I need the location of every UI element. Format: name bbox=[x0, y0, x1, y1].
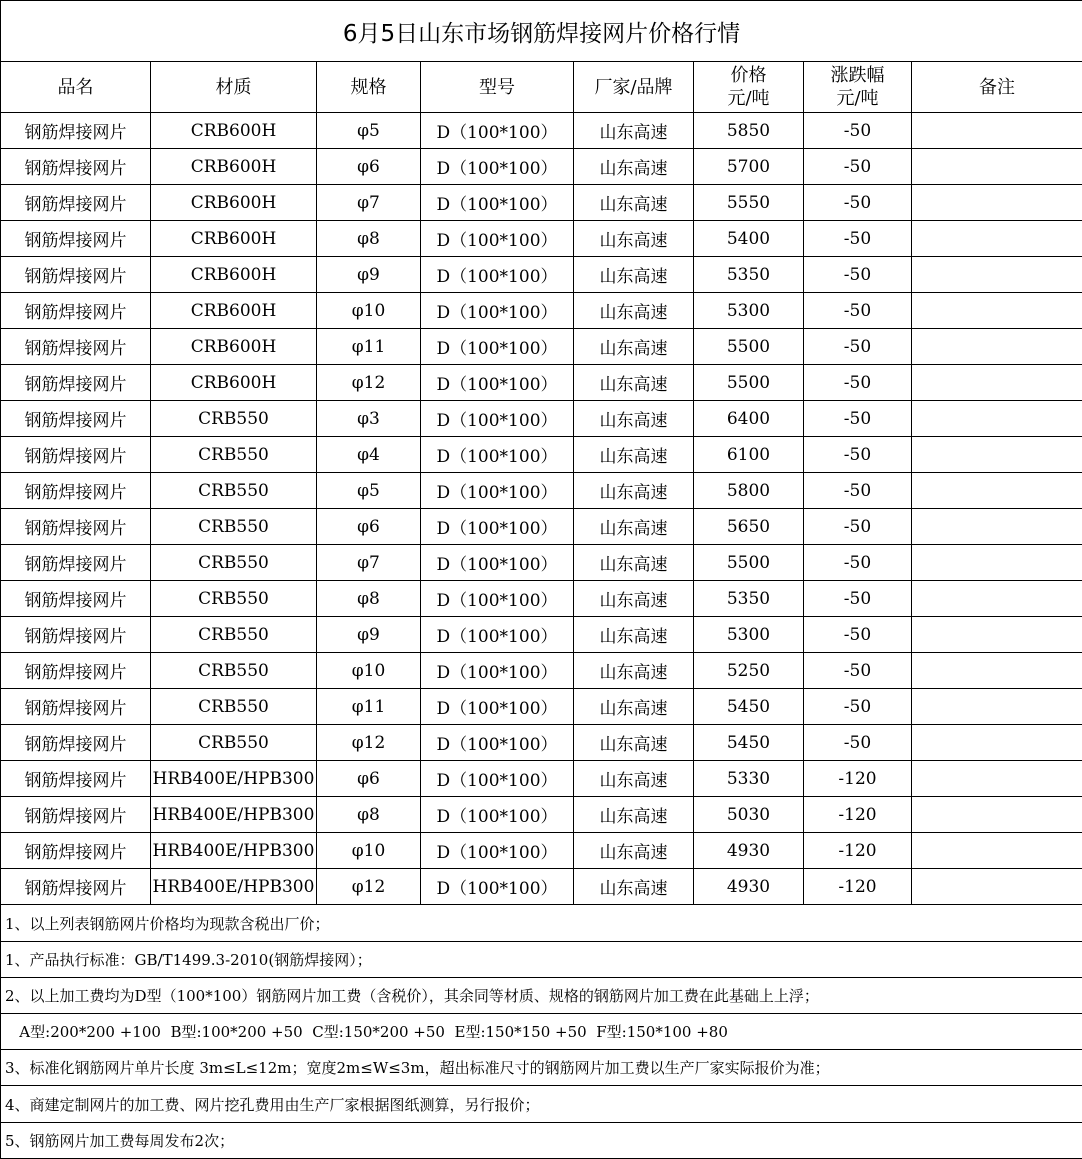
cell-material: CRB550 bbox=[151, 509, 317, 545]
header-price bbox=[694, 62, 804, 113]
cell-model: D（100*100） bbox=[421, 257, 574, 293]
header-change-line2: 元/吨 bbox=[836, 88, 878, 109]
cell-name: 钢筋焊接网片 bbox=[1, 509, 151, 545]
cell-change: -120 bbox=[804, 797, 912, 833]
cell-change: -50 bbox=[804, 617, 912, 653]
cell-name: 钢筋焊接网片 bbox=[1, 545, 151, 581]
cell-model: D（100*100） bbox=[421, 509, 574, 545]
cell-material: CRB600H bbox=[151, 113, 317, 149]
cell-price: 5450 bbox=[694, 725, 804, 761]
cell-name: 钢筋焊接网片 bbox=[1, 329, 151, 365]
cell-change: -120 bbox=[804, 761, 912, 797]
cell-remark bbox=[912, 833, 1082, 869]
cell-model: D（100*100） bbox=[421, 545, 574, 581]
cell-name: 钢筋焊接网片 bbox=[1, 725, 151, 761]
table-row bbox=[1, 653, 1082, 689]
cell-name: 钢筋焊接网片 bbox=[1, 761, 151, 797]
cell-spec: φ6 bbox=[317, 149, 421, 185]
cell-material: CRB550 bbox=[151, 401, 317, 437]
header-change-line1: 涨跌幅 bbox=[831, 65, 885, 86]
note-text: A型:200*200 +100 B型:100*200 +50 C型:150*200 +50 E型:150*150 +50 F型:150*100 +80 bbox=[1, 1014, 1082, 1050]
cell-price: 5330 bbox=[694, 761, 804, 797]
cell-spec: φ12 bbox=[317, 869, 421, 905]
cell-material: CRB550 bbox=[151, 617, 317, 653]
cell-name: 钢筋焊接网片 bbox=[1, 293, 151, 329]
cell-maker: 山东高速 bbox=[574, 329, 694, 365]
note-row bbox=[1, 1123, 1082, 1159]
cell-spec: φ10 bbox=[317, 293, 421, 329]
table-row bbox=[1, 833, 1082, 869]
cell-name: 钢筋焊接网片 bbox=[1, 473, 151, 509]
cell-remark bbox=[912, 869, 1082, 905]
cell-spec: φ7 bbox=[317, 545, 421, 581]
cell-price: 5400 bbox=[694, 221, 804, 257]
cell-name: 钢筋焊接网片 bbox=[1, 617, 151, 653]
cell-maker: 山东高速 bbox=[574, 797, 694, 833]
note-row bbox=[1, 1086, 1082, 1123]
table-row bbox=[1, 113, 1082, 149]
cell-change: -50 bbox=[804, 545, 912, 581]
cell-model: D（100*100） bbox=[421, 113, 574, 149]
cell-material: CRB550 bbox=[151, 653, 317, 689]
cell-remark bbox=[912, 581, 1082, 617]
cell-price: 5500 bbox=[694, 365, 804, 401]
cell-remark bbox=[912, 401, 1082, 437]
cell-change: -50 bbox=[804, 221, 912, 257]
cell-maker: 山东高速 bbox=[574, 473, 694, 509]
cell-remark bbox=[912, 797, 1082, 833]
cell-maker: 山东高速 bbox=[574, 365, 694, 401]
table-row bbox=[1, 473, 1082, 509]
cell-change: -50 bbox=[804, 653, 912, 689]
cell-remark bbox=[912, 149, 1082, 185]
cell-model: D（100*100） bbox=[421, 833, 574, 869]
cell-maker: 山东高速 bbox=[574, 509, 694, 545]
cell-spec: φ11 bbox=[317, 329, 421, 365]
cell-name: 钢筋焊接网片 bbox=[1, 833, 151, 869]
cell-maker: 山东高速 bbox=[574, 257, 694, 293]
cell-price: 5300 bbox=[694, 293, 804, 329]
cell-change: -50 bbox=[804, 113, 912, 149]
cell-maker: 山东高速 bbox=[574, 761, 694, 797]
cell-change: -50 bbox=[804, 365, 912, 401]
cell-model: D（100*100） bbox=[421, 869, 574, 905]
table-row bbox=[1, 761, 1082, 797]
cell-maker: 山东高速 bbox=[574, 185, 694, 221]
cell-remark bbox=[912, 545, 1082, 581]
cell-spec: φ10 bbox=[317, 833, 421, 869]
table-row bbox=[1, 581, 1082, 617]
cell-maker: 山东高速 bbox=[574, 437, 694, 473]
cell-price: 6400 bbox=[694, 401, 804, 437]
cell-change: -50 bbox=[804, 473, 912, 509]
cell-price: 5250 bbox=[694, 653, 804, 689]
header-model: 型号 bbox=[421, 62, 574, 113]
cell-price: 5550 bbox=[694, 185, 804, 221]
header-row bbox=[1, 62, 1082, 113]
header-material: 材质 bbox=[151, 62, 317, 113]
cell-spec: φ11 bbox=[317, 689, 421, 725]
cell-price: 5500 bbox=[694, 545, 804, 581]
cell-spec: φ10 bbox=[317, 653, 421, 689]
cell-change: -50 bbox=[804, 149, 912, 185]
cell-maker: 山东高速 bbox=[574, 653, 694, 689]
cell-model: D（100*100） bbox=[421, 761, 574, 797]
table-row bbox=[1, 545, 1082, 581]
table-row bbox=[1, 509, 1082, 545]
header-maker: 厂家/品牌 bbox=[574, 62, 694, 113]
cell-remark bbox=[912, 185, 1082, 221]
table-row bbox=[1, 329, 1082, 365]
cell-material: HRB400E/HPB300 bbox=[151, 833, 317, 869]
cell-remark bbox=[912, 221, 1082, 257]
cell-maker: 山东高速 bbox=[574, 293, 694, 329]
table-row bbox=[1, 869, 1082, 905]
cell-model: D（100*100） bbox=[421, 437, 574, 473]
cell-price: 5650 bbox=[694, 509, 804, 545]
cell-remark bbox=[912, 689, 1082, 725]
cell-spec: φ6 bbox=[317, 509, 421, 545]
cell-spec: φ8 bbox=[317, 797, 421, 833]
table-row bbox=[1, 221, 1082, 257]
cell-material: CRB550 bbox=[151, 545, 317, 581]
note-row bbox=[1, 1014, 1082, 1050]
cell-model: D（100*100） bbox=[421, 797, 574, 833]
cell-change: -50 bbox=[804, 581, 912, 617]
cell-change: -120 bbox=[804, 833, 912, 869]
cell-change: -50 bbox=[804, 185, 912, 221]
note-text: 3、标准化钢筋网片单片长度 3m≤L≤12m；宽度2m≤W≤3m，超出标准尺寸的钢筋网片加工费以生产厂家实际报价为准； bbox=[1, 1050, 1082, 1086]
cell-maker: 山东高速 bbox=[574, 833, 694, 869]
cell-name: 钢筋焊接网片 bbox=[1, 257, 151, 293]
cell-price: 5500 bbox=[694, 329, 804, 365]
cell-model: D（100*100） bbox=[421, 581, 574, 617]
cell-name: 钢筋焊接网片 bbox=[1, 689, 151, 725]
cell-maker: 山东高速 bbox=[574, 689, 694, 725]
cell-price: 4930 bbox=[694, 833, 804, 869]
cell-model: D（100*100） bbox=[421, 293, 574, 329]
note-row bbox=[1, 905, 1082, 942]
cell-name: 钢筋焊接网片 bbox=[1, 581, 151, 617]
cell-price: 5350 bbox=[694, 257, 804, 293]
cell-price: 4930 bbox=[694, 869, 804, 905]
cell-remark bbox=[912, 653, 1082, 689]
cell-model: D（100*100） bbox=[421, 689, 574, 725]
table-row bbox=[1, 437, 1082, 473]
cell-remark bbox=[912, 257, 1082, 293]
page-title: 6月5日山东市场钢筋焊接网片价格行情 bbox=[1, 1, 1082, 62]
header-price-line1: 价格 bbox=[731, 65, 767, 86]
table-row bbox=[1, 797, 1082, 833]
note-text: 4、商建定制网片的加工费、网片挖孔费用由生产厂家根据图纸测算，另行报价； bbox=[1, 1086, 1082, 1123]
cell-name: 钢筋焊接网片 bbox=[1, 437, 151, 473]
cell-change: -50 bbox=[804, 257, 912, 293]
cell-change: -50 bbox=[804, 401, 912, 437]
cell-spec: φ9 bbox=[317, 617, 421, 653]
cell-spec: φ8 bbox=[317, 581, 421, 617]
table-row bbox=[1, 149, 1082, 185]
cell-remark bbox=[912, 293, 1082, 329]
note-text: 2、以上加工费均为D型（100*100）钢筋网片加工费（含税价），其余同等材质、规格的钢筋网片加工费在此基础上上浮； bbox=[1, 978, 1082, 1014]
cell-name: 钢筋焊接网片 bbox=[1, 149, 151, 185]
cell-model: D（100*100） bbox=[421, 329, 574, 365]
cell-model: D（100*100） bbox=[421, 365, 574, 401]
table-row bbox=[1, 689, 1082, 725]
cell-maker: 山东高速 bbox=[574, 149, 694, 185]
cell-spec: φ12 bbox=[317, 725, 421, 761]
cell-price: 6100 bbox=[694, 437, 804, 473]
cell-maker: 山东高速 bbox=[574, 401, 694, 437]
cell-model: D（100*100） bbox=[421, 653, 574, 689]
header-spec: 规格 bbox=[317, 62, 421, 113]
cell-remark bbox=[912, 113, 1082, 149]
cell-spec: φ5 bbox=[317, 473, 421, 509]
cell-name: 钢筋焊接网片 bbox=[1, 185, 151, 221]
cell-remark bbox=[912, 365, 1082, 401]
cell-name: 钢筋焊接网片 bbox=[1, 401, 151, 437]
cell-material: CRB600H bbox=[151, 149, 317, 185]
cell-material: HRB400E/HPB300 bbox=[151, 761, 317, 797]
cell-model: D（100*100） bbox=[421, 185, 574, 221]
note-text: 1、以上列表钢筋网片价格均为现款含税出厂价； bbox=[1, 905, 1082, 942]
cell-material: CRB550 bbox=[151, 437, 317, 473]
cell-remark bbox=[912, 725, 1082, 761]
table-row bbox=[1, 293, 1082, 329]
table-row bbox=[1, 365, 1082, 401]
cell-material: CRB600H bbox=[151, 185, 317, 221]
cell-remark bbox=[912, 761, 1082, 797]
cell-maker: 山东高速 bbox=[574, 221, 694, 257]
cell-price: 5800 bbox=[694, 473, 804, 509]
note-text: 1、产品执行标准：GB/T1499.3-2010(钢筋焊接网）； bbox=[1, 942, 1082, 978]
cell-name: 钢筋焊接网片 bbox=[1, 365, 151, 401]
cell-change: -50 bbox=[804, 293, 912, 329]
cell-spec: φ4 bbox=[317, 437, 421, 473]
cell-material: CRB550 bbox=[151, 725, 317, 761]
cell-price: 5030 bbox=[694, 797, 804, 833]
cell-price: 5300 bbox=[694, 617, 804, 653]
cell-change: -50 bbox=[804, 329, 912, 365]
cell-price: 5350 bbox=[694, 581, 804, 617]
note-row bbox=[1, 978, 1082, 1014]
cell-model: D（100*100） bbox=[421, 221, 574, 257]
cell-spec: φ12 bbox=[317, 365, 421, 401]
cell-name: 钢筋焊接网片 bbox=[1, 113, 151, 149]
cell-remark bbox=[912, 617, 1082, 653]
table-row bbox=[1, 617, 1082, 653]
note-text: 5、钢筋网片加工费每周发布2次； bbox=[1, 1123, 1082, 1159]
cell-change: -50 bbox=[804, 509, 912, 545]
cell-model: D（100*100） bbox=[421, 725, 574, 761]
cell-change: -50 bbox=[804, 689, 912, 725]
cell-spec: φ8 bbox=[317, 221, 421, 257]
cell-material: CRB600H bbox=[151, 365, 317, 401]
cell-name: 钢筋焊接网片 bbox=[1, 653, 151, 689]
cell-spec: φ3 bbox=[317, 401, 421, 437]
cell-change: -50 bbox=[804, 725, 912, 761]
cell-material: CRB550 bbox=[151, 581, 317, 617]
cell-name: 钢筋焊接网片 bbox=[1, 797, 151, 833]
cell-material: CRB550 bbox=[151, 689, 317, 725]
cell-spec: φ7 bbox=[317, 185, 421, 221]
table-row bbox=[1, 725, 1082, 761]
cell-name: 钢筋焊接网片 bbox=[1, 221, 151, 257]
note-row bbox=[1, 942, 1082, 978]
table-row bbox=[1, 257, 1082, 293]
cell-model: D（100*100） bbox=[421, 149, 574, 185]
cell-maker: 山东高速 bbox=[574, 725, 694, 761]
header-remark: 备注 bbox=[912, 62, 1082, 113]
cell-price: 5450 bbox=[694, 689, 804, 725]
cell-material: HRB400E/HPB300 bbox=[151, 797, 317, 833]
cell-spec: φ5 bbox=[317, 113, 421, 149]
cell-maker: 山东高速 bbox=[574, 617, 694, 653]
cell-material: CRB600H bbox=[151, 329, 317, 365]
header-price-line2: 元/吨 bbox=[727, 88, 769, 109]
cell-material: CRB600H bbox=[151, 221, 317, 257]
cell-maker: 山东高速 bbox=[574, 581, 694, 617]
table-row bbox=[1, 401, 1082, 437]
cell-material: CRB600H bbox=[151, 293, 317, 329]
cell-remark bbox=[912, 437, 1082, 473]
cell-change: -50 bbox=[804, 437, 912, 473]
header-name: 品名 bbox=[1, 62, 151, 113]
cell-model: D（100*100） bbox=[421, 617, 574, 653]
cell-maker: 山东高速 bbox=[574, 113, 694, 149]
cell-material: CRB600H bbox=[151, 257, 317, 293]
cell-maker: 山东高速 bbox=[574, 869, 694, 905]
cell-spec: φ6 bbox=[317, 761, 421, 797]
header-change bbox=[804, 62, 912, 113]
cell-model: D（100*100） bbox=[421, 473, 574, 509]
cell-price: 5700 bbox=[694, 149, 804, 185]
cell-model: D（100*100） bbox=[421, 401, 574, 437]
cell-change: -120 bbox=[804, 869, 912, 905]
cell-price: 5850 bbox=[694, 113, 804, 149]
cell-maker: 山东高速 bbox=[574, 545, 694, 581]
cell-name: 钢筋焊接网片 bbox=[1, 869, 151, 905]
cell-remark bbox=[912, 509, 1082, 545]
cell-remark bbox=[912, 473, 1082, 509]
cell-remark bbox=[912, 329, 1082, 365]
note-row bbox=[1, 1050, 1082, 1086]
cell-spec: φ9 bbox=[317, 257, 421, 293]
cell-material: CRB550 bbox=[151, 473, 317, 509]
cell-material: HRB400E/HPB300 bbox=[151, 869, 317, 905]
table-row bbox=[1, 185, 1082, 221]
